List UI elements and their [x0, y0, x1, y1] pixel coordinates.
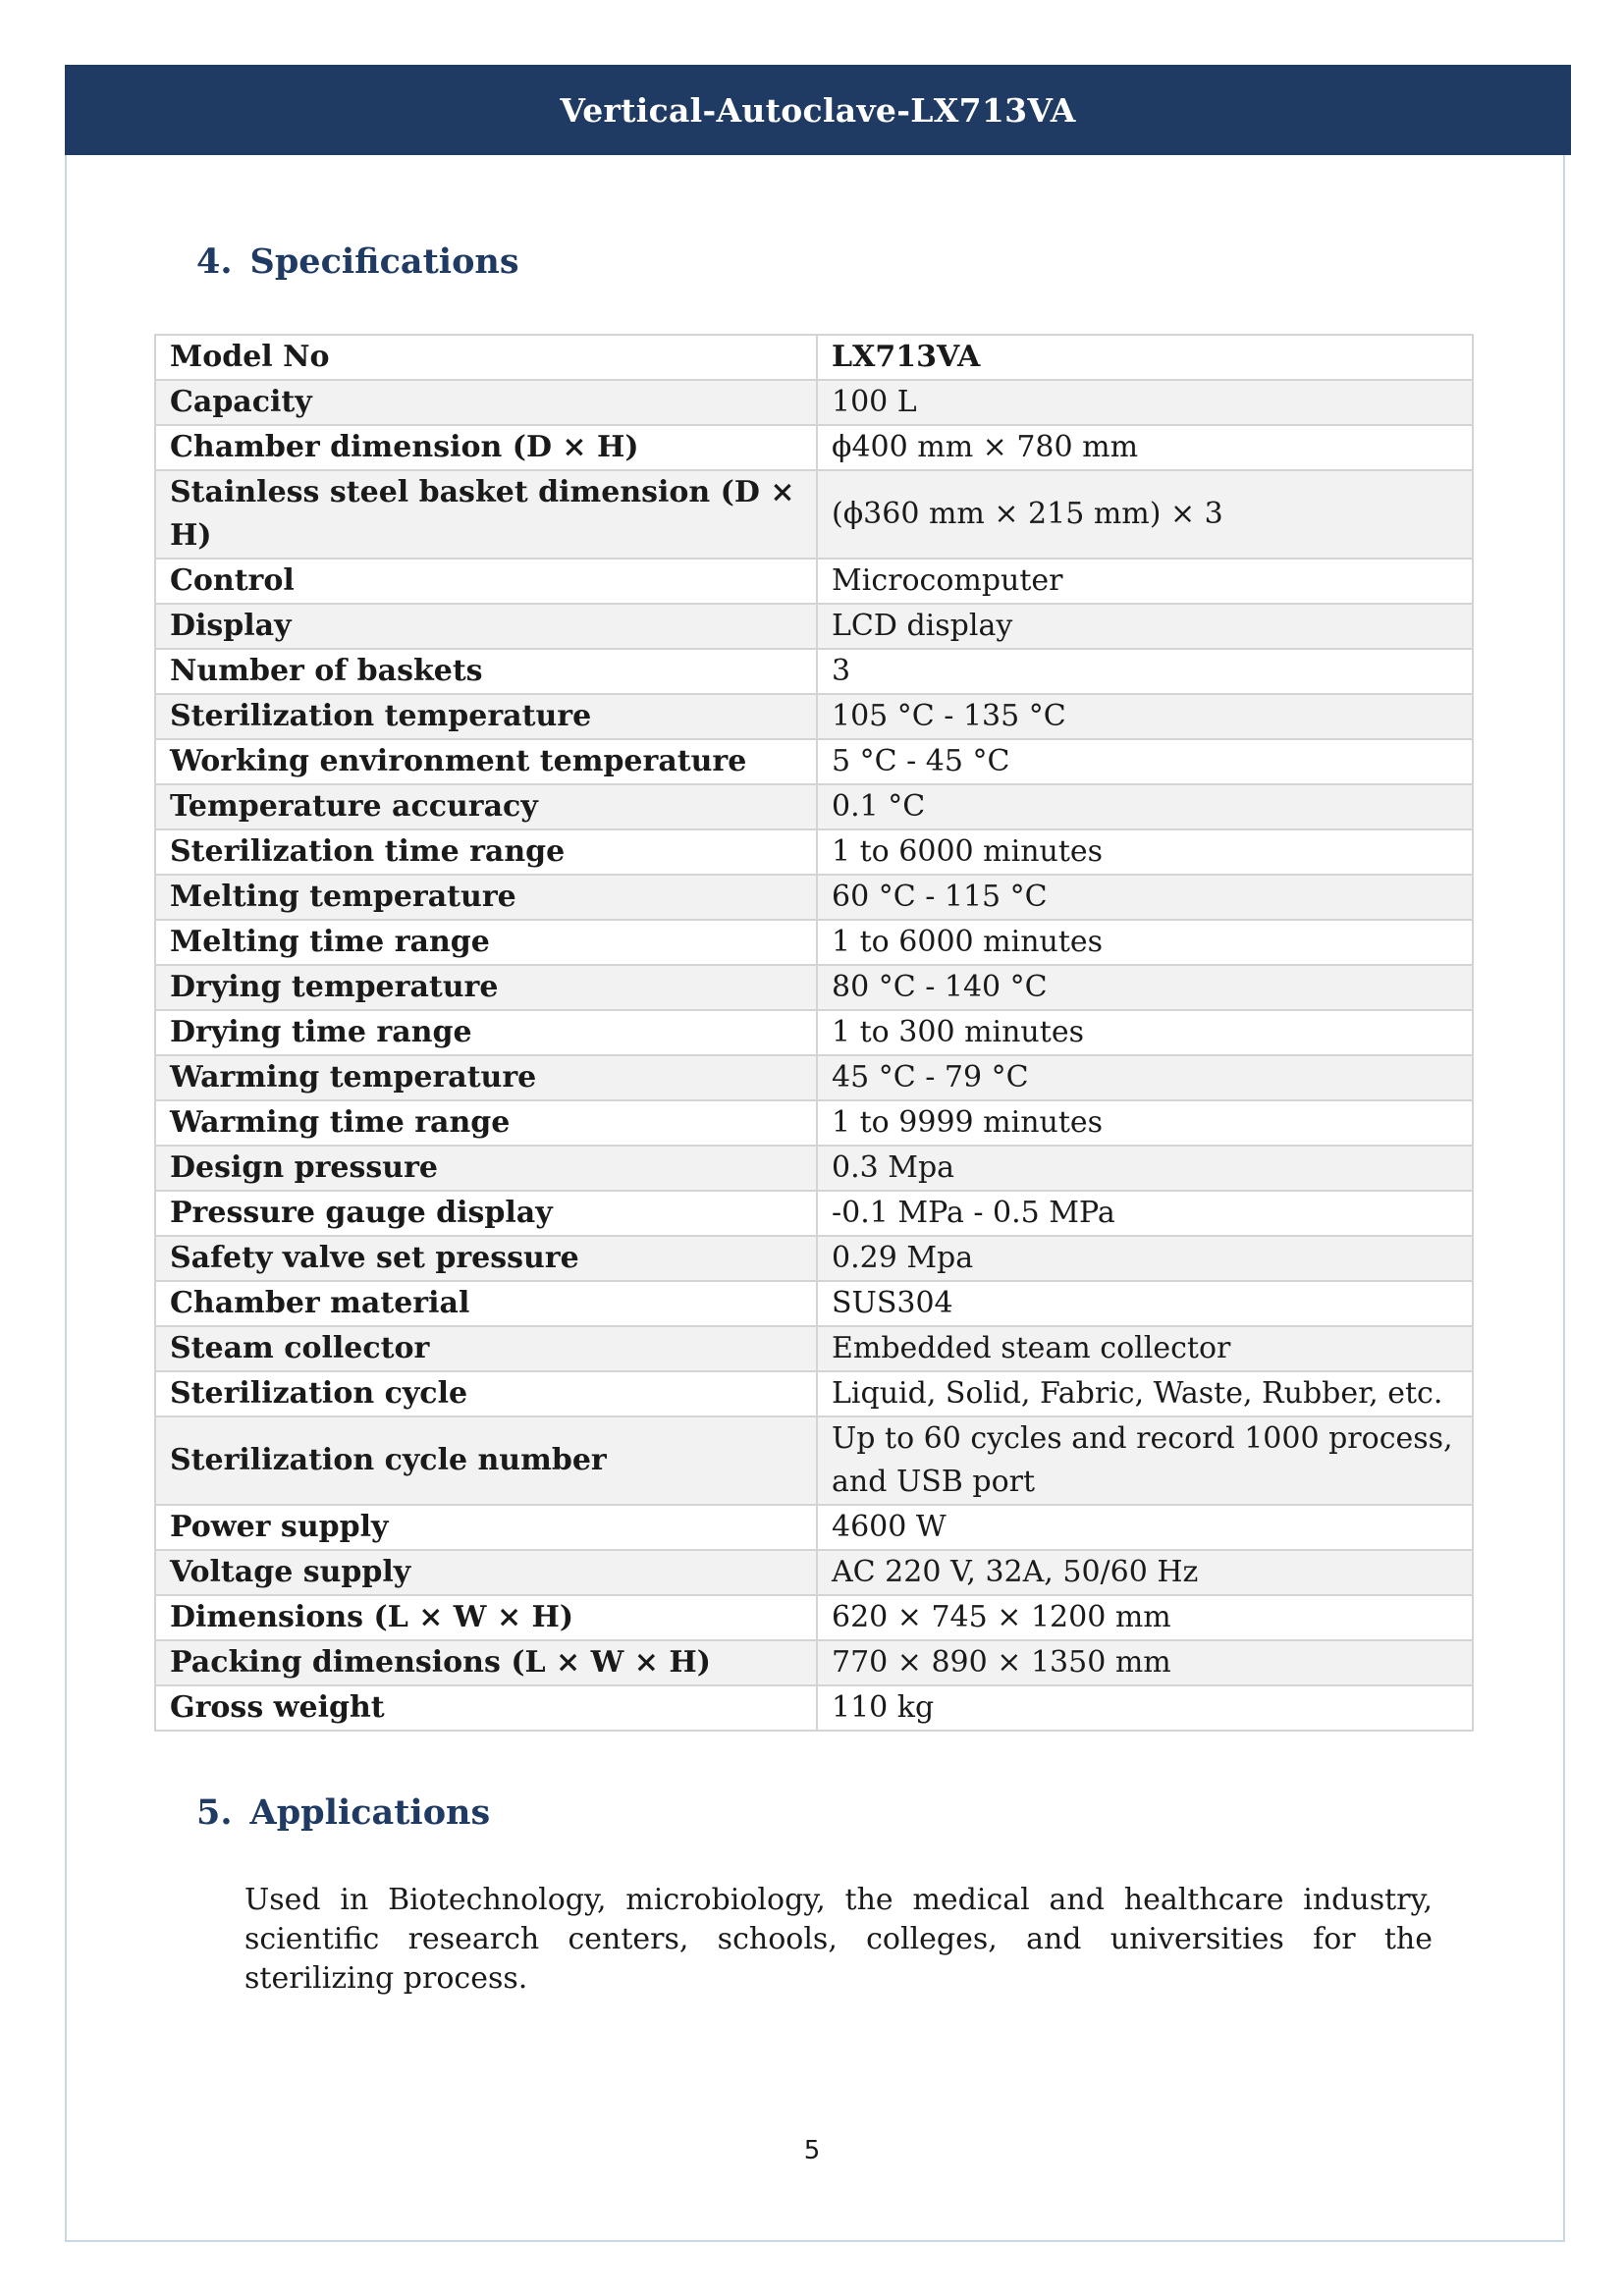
- table-row: [155, 649, 1473, 694]
- spec-value: 110 kg: [817, 1685, 1473, 1731]
- table-row: [155, 1416, 1473, 1505]
- spec-label: Pressure gauge display: [155, 1191, 817, 1236]
- spec-value: 0.29 Mpa: [817, 1236, 1473, 1281]
- spec-label: Power supply: [155, 1505, 817, 1550]
- spec-label: Sterilization time range: [155, 829, 817, 875]
- spec-value: 1 to 6000 minutes: [817, 920, 1473, 965]
- page-number: 5: [803, 2136, 821, 2165]
- spec-label: Sterilization cycle: [155, 1371, 817, 1416]
- spec-label: Warming temperature: [155, 1055, 817, 1100]
- spec-value: 100 L: [817, 380, 1473, 425]
- spec-label: Drying temperature: [155, 965, 817, 1010]
- table-row: [155, 1505, 1473, 1550]
- spec-label: Safety valve set pressure: [155, 1236, 817, 1281]
- applications-heading: [196, 1792, 490, 1833]
- table-row: [155, 784, 1473, 829]
- table-row: [155, 875, 1473, 920]
- spec-label: Chamber dimension (D × H): [155, 425, 817, 470]
- document-title: Vertical-Autoclave-LX713VA: [560, 90, 1076, 130]
- table-row: [155, 920, 1473, 965]
- table-row: [155, 1055, 1473, 1100]
- table-row: [155, 1371, 1473, 1416]
- spec-value: -0.1 MPa - 0.5 MPa: [817, 1191, 1473, 1236]
- applications-paragraph: Used in Biotechnology, microbiology, the medical and healthcare industry, scientific research centers, schools, colleges, and universities for the sterilizing process.: [244, 1883, 1433, 1996]
- spec-value: 105 °C - 135 °C: [817, 694, 1473, 739]
- spec-value: 80 °C - 140 °C: [817, 965, 1473, 1010]
- spec-label: Packing dimensions (L × W × H): [155, 1640, 817, 1685]
- table-row: [155, 1685, 1473, 1731]
- table-row: [155, 335, 1473, 380]
- spec-label: Display: [155, 604, 817, 649]
- section-title: Applications: [249, 1792, 491, 1833]
- document-header: [65, 65, 1571, 155]
- spec-value: LX713VA: [817, 335, 1473, 380]
- table-row: [155, 1010, 1473, 1055]
- table-row: [155, 604, 1473, 649]
- spec-value: ϕ400 mm × 780 mm: [817, 425, 1473, 470]
- spec-label: Sterilization cycle number: [155, 1416, 817, 1505]
- spec-value: Up to 60 cycles and record 1000 process, and USB port: [817, 1416, 1473, 1505]
- spec-label: Chamber material: [155, 1281, 817, 1326]
- spec-label: Warming time range: [155, 1100, 817, 1146]
- spec-value: 1 to 6000 minutes: [817, 829, 1473, 875]
- spec-label: Model No: [155, 335, 817, 380]
- spec-label: Design pressure: [155, 1146, 817, 1191]
- table-row: [155, 470, 1473, 559]
- spec-label: Gross weight: [155, 1685, 817, 1731]
- spec-value: 60 °C - 115 °C: [817, 875, 1473, 920]
- spec-label: Number of baskets: [155, 649, 817, 694]
- table-row: [155, 694, 1473, 739]
- table-row: [155, 1281, 1473, 1326]
- spec-label: Dimensions (L × W × H): [155, 1595, 817, 1640]
- spec-label: Control: [155, 559, 817, 604]
- table-row: [155, 1326, 1473, 1371]
- spec-label: Stainless steel basket dimension (D × H): [155, 470, 817, 559]
- spec-value: 620 × 745 × 1200 mm: [817, 1595, 1473, 1640]
- spec-value: 3: [817, 649, 1473, 694]
- spec-label: Steam collector: [155, 1326, 817, 1371]
- table-row: [155, 425, 1473, 470]
- spec-label: Temperature accuracy: [155, 784, 817, 829]
- table-row: [155, 965, 1473, 1010]
- spec-value: 1 to 9999 minutes: [817, 1100, 1473, 1146]
- section-title: Specifications: [249, 241, 519, 282]
- spec-value: (ϕ360 mm × 215 mm) × 3: [817, 470, 1473, 559]
- spec-value: 0.3 Mpa: [817, 1146, 1473, 1191]
- section-number: 5.: [196, 1792, 233, 1833]
- spec-label: Drying time range: [155, 1010, 817, 1055]
- spec-label: Melting temperature: [155, 875, 817, 920]
- table-row: [155, 1640, 1473, 1685]
- spec-value: AC 220 V, 32A, 50/60 Hz: [817, 1550, 1473, 1595]
- specifications-table: [154, 334, 1474, 1732]
- spec-value: 770 × 890 × 1350 mm: [817, 1640, 1473, 1685]
- spec-value: LCD display: [817, 604, 1473, 649]
- table-row: [155, 1146, 1473, 1191]
- spec-value: Liquid, Solid, Fabric, Waste, Rubber, etc.: [817, 1371, 1473, 1416]
- section-number: 4.: [196, 241, 233, 282]
- spec-value: 5 °C - 45 °C: [817, 739, 1473, 784]
- spec-value: 45 °C - 79 °C: [817, 1055, 1473, 1100]
- table-row: [155, 1595, 1473, 1640]
- spec-value: Microcomputer: [817, 559, 1473, 604]
- table-row: [155, 829, 1473, 875]
- table-row: [155, 1100, 1473, 1146]
- table-row: [155, 1550, 1473, 1595]
- table-row: [155, 1191, 1473, 1236]
- spec-label: Capacity: [155, 380, 817, 425]
- specifications-heading: [196, 241, 519, 282]
- table-row: [155, 559, 1473, 604]
- table-row: [155, 739, 1473, 784]
- spec-label: Melting time range: [155, 920, 817, 965]
- spec-label: Sterilization temperature: [155, 694, 817, 739]
- table-row: [155, 380, 1473, 425]
- spec-value: SUS304: [817, 1281, 1473, 1326]
- spec-value: 0.1 °C: [817, 784, 1473, 829]
- table-row: [155, 1236, 1473, 1281]
- spec-value: 4600 W: [817, 1505, 1473, 1550]
- spec-value: 1 to 300 minutes: [817, 1010, 1473, 1055]
- spec-label: Working environment temperature: [155, 739, 817, 784]
- spec-label: Voltage supply: [155, 1550, 817, 1595]
- spec-value: Embedded steam collector: [817, 1326, 1473, 1371]
